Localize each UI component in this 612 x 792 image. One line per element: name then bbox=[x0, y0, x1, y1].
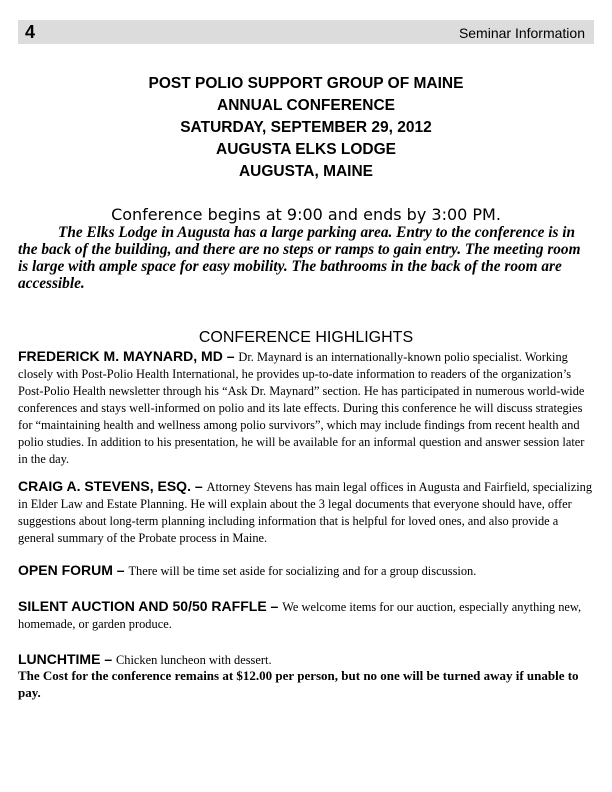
title-line-organization: POST POLIO SUPPORT GROUP OF MAINE bbox=[148, 75, 464, 92]
title-line-venue: AUGUSTA ELKS LODGE bbox=[216, 141, 396, 158]
conference-time: Conference begins at 9:00 and ends by 3:00 PM. bbox=[111, 205, 501, 224]
title-line-event: ANNUAL CONFERENCE bbox=[217, 97, 395, 114]
highlight-label: FREDERICK M. MAYNARD, MD – bbox=[18, 348, 239, 364]
highlight-item-open-forum bbox=[18, 562, 594, 580]
cost-note: The Cost for the conference remains at $12.00 per person, but no one will be turned away if unable to pay. bbox=[18, 668, 579, 700]
highlight-text: We welcome items for our auction, especially anything new, homemade, or garden produce. bbox=[18, 600, 582, 631]
highlight-label: CRAIG A. STEVENS, ESQ. – bbox=[18, 478, 207, 494]
highlight-item-silent-auction bbox=[18, 598, 594, 633]
page-number: 4 bbox=[25, 22, 36, 42]
highlight-text: There will be time set aside for socializing and for a group discussion. bbox=[128, 564, 477, 578]
highlight-label: OPEN FORUM – bbox=[18, 562, 129, 578]
highlight-label: LUNCHTIME – bbox=[18, 651, 116, 667]
highlight-text: Attorney Stevens has main legal offices in Augusta and Fairfield, specializing in Elder Law and Estate Planning. He will explain about the 3 legal documents that everyone should have, offer suggestions about long-term planning including information that is helpful for loved ones, and also provide a general summary of the Probate process in Maine. bbox=[18, 480, 593, 545]
highlight-text: Chicken luncheon with dessert. bbox=[116, 653, 272, 667]
venue-note: The Elks Lodge in Augusta has a large parking area. Entry to the conference is in the back of the building, and there are no steps or ramps to gain entry. The meeting room is large with ample space for easy mobility. The bathrooms in the back of the room are accessible. bbox=[18, 224, 581, 292]
highlights-heading: CONFERENCE HIGHLIGHTS bbox=[198, 329, 414, 346]
section-name: Seminar Information bbox=[458, 25, 585, 41]
highlight-text: Dr. Maynard is an internationally-known polio specialist. Working closely with Post-Polio Health International, he provides up-to-date information to readers of the organization’s Post-Polio Health newsletter through his “Ask Dr. Maynard” section. He has participated in numerous world-wide conferences and stays well-informed on polio and its late effects. During this conference he will discuss strategies for “maintaining health and wellness among polio survivors”, which may include findings from recent health and polio studies. In addition to his presentation, he will be available for an informal question and answer session later in the day. bbox=[18, 350, 585, 466]
page-header-bar bbox=[18, 20, 594, 44]
highlight-label: SILENT AUCTION AND 50/50 RAFFLE – bbox=[18, 598, 283, 614]
highlight-item-maynard bbox=[18, 348, 594, 468]
highlight-item-stevens bbox=[18, 478, 594, 547]
title-line-date: SATURDAY, SEPTEMBER 29, 2012 bbox=[180, 119, 432, 136]
title-line-city: AUGUSTA, MAINE bbox=[238, 163, 374, 180]
conference-title-block bbox=[0, 73, 612, 183]
